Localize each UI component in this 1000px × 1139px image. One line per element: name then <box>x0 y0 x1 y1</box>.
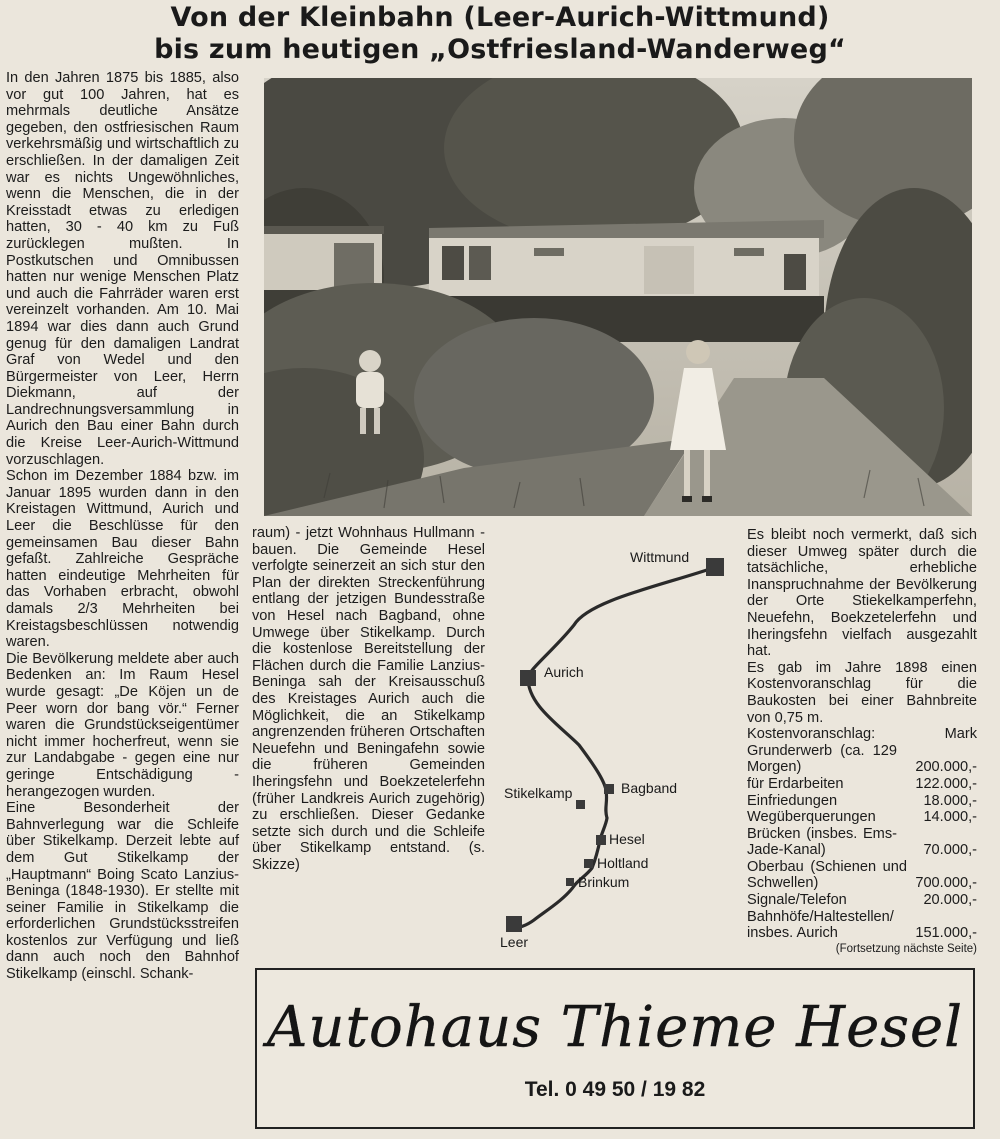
headline-line-1: Von der Kleinbahn (Leer-Aurich-Wittmund) <box>170 2 830 33</box>
cost-table <box>747 743 977 942</box>
railway-car-photo <box>264 78 972 516</box>
cost-row <box>747 909 977 942</box>
cost-amount: 20.000,- <box>923 892 977 909</box>
cost-amount: 700.000,- <box>915 875 977 892</box>
ad-company-name: Autohaus Thieme Hesel <box>266 995 964 1060</box>
station-label-holtland: Holtland <box>597 855 649 871</box>
headline <box>0 2 1000 66</box>
cost-row <box>747 776 977 793</box>
cost-amount: 122.000,- <box>915 775 977 792</box>
continuation-note: (Fortsetzung nächste Seite) <box>835 942 977 955</box>
station-marker-aurich <box>520 670 536 686</box>
paragraph: raum) - jetzt Wohnhaus Hullmann - bauen. Die Gemeinde Hesel verfolgte seinerzeit an sich stur den Plan der direkten Streckenführung entlang der jetzigen Bundesstraße von Hesel nach Bagband, ohne Umwege über Stikelkamp. Durch die kostenlose Bereitstellung der Flächen durch die Familie Lanzius-Beninga sah der Kreisausschuß des Kreistages Aurich auch die Möglichkeit, die an Stikelkamp angrenzenden früheren Ortschaften Neuefehn und Beningafehn sowie die früheren Gemeinden Iheringsfehn und Boekzetelerfehn (früher Landkreis Aurich zugehörig) zu erschließen. Dieser Gedanke setzte sich durch und die Schleife über Stikelkamp entstand. (s. Skizze) <box>252 525 485 873</box>
cost-item: für Erdarbeiten <box>747 775 844 792</box>
cost-item: Einfriedungen <box>747 792 838 809</box>
article-column-left <box>6 70 239 983</box>
station-marker-bagband <box>604 784 614 794</box>
station-label-hesel: Hesel <box>609 831 645 847</box>
headline-line-2: bis zum heutigen „Ostfriesland-Wanderweg“ <box>154 34 846 65</box>
station-marker-wittmund <box>706 558 724 576</box>
station-label-wittmund: Wittmund <box>630 549 690 565</box>
cost-table-header <box>747 726 977 743</box>
station-label-bagband: Bagband <box>621 780 678 796</box>
cost-item: Bahnhöfe/Haltestellen/ insbes. Aurich <box>747 908 894 942</box>
cost-item: Grunderwerb (ca. 129 Morgen) <box>747 742 897 776</box>
cost-row <box>747 892 977 909</box>
cost-amount: 70.000,- <box>923 842 977 859</box>
station-label-stikelkamp: Stikelkamp <box>504 785 573 801</box>
ad-telephone: Tel. 0 49 50 / 19 82 <box>524 1078 706 1101</box>
route-sketch-map <box>494 540 742 958</box>
cost-row <box>747 743 977 776</box>
paragraph: Es gab im Jahre 1898 einen Kostenvoranschlag für die Baukosten bei einer Bahnbreite von 0,75 m. <box>747 659 977 726</box>
cost-row <box>747 793 977 810</box>
station-label-aurich: Aurich <box>544 664 584 680</box>
station-label-brinkum: Brinkum <box>578 874 630 890</box>
cost-item: Brücken (insbes. Ems-Jade-Kanal) <box>747 825 897 859</box>
station-label-leer: Leer <box>500 934 529 950</box>
cost-item: Oberbau (Schienen und Schwellen) <box>747 858 907 892</box>
station-marker-holtland <box>584 859 593 868</box>
paragraph: Es bleibt noch vermerkt, daß sich dieser Umweg später durch die tatsächliche, erhebliche Inanspruchnahme der Bevölkerung der Orte Stiekelkamperfehn, Neuefehn, Boekzetelerfehn und Iheringsfehn vielfach ausgezahlt hat. <box>747 527 977 660</box>
photo-illustration <box>264 78 972 516</box>
paragraph: In den Jahren 1875 bis 1885, also vor gut 100 Jahren, hat es mehrmals deutliche Ansätze gegeben, den ostfriesischen Raum verkehrsmäßig und wirtschaftlich zu erschließen. In der damaligen Zeit war es nichts Ungewöhnliches, wenn die Menschen, die in der Kreisstadt etwas zu erledigen hatten, 30 - 40 km zu Fuß zurücklegen mußten. In Postkutschen und Omnibussen hatten nur wenige Menschen Platz und auch die Fahrräder waren erst vereinzelt vorhanden. Am 10. Mai 1894 war dies dann auch Grund genug für den damaligen Landrat Graf von Wedel und den Bürgermeister von Leer, Herrn Diekmann, auf der Landrechnungsversammlung in Aurich den Bau einer Bahn durch die Kreise Leer-Aurich-Wittmund vorzuschlagen. <box>6 70 239 468</box>
cost-row <box>747 859 977 892</box>
advertisement-box <box>255 968 975 1129</box>
cost-amount: 151.000,- <box>915 925 977 942</box>
paragraph: Eine Besonderheit der Bahnverlegung war die Schleife über Stikelkamp. Derzeit lebte auf dem Gut Stikelkamp der „Hauptmann“ Boing Scato Lanzius-Beninga (1848-1930). Er stellte mit seiner Familie in Stikelkamp die erforderlichen Grundstücksstreifen kostenlos zur Verfügung und ließ dann auch noch den Bahnhof Stikelkamp (einschl. Schank- <box>6 800 239 983</box>
station-marker-hesel <box>596 835 606 845</box>
station-marker-leer <box>506 916 522 932</box>
cost-row <box>747 826 977 859</box>
station-marker-stikelkamp <box>576 800 585 809</box>
cost-amount: 14.000,- <box>923 809 977 826</box>
cost-item: Signale/Telefon <box>747 892 847 909</box>
article-column-middle <box>252 525 485 873</box>
paragraph: Die Bevölkerung meldete aber auch Bedenken an: Im Raum Hesel wurde gesagt: „De Köjen un de Peer worn dor bang vör.“ Ferner waren die Grundstückseigentümer nicht immer hocherfreut, wenn sie zur Landabgabe - gegen eine nur geringe Entschädigung - herangezogen wurden. <box>6 650 239 800</box>
route-map-svg <box>494 540 742 958</box>
cost-table-unit: Mark <box>944 726 977 743</box>
cost-item: Wegüberquerungen <box>747 809 876 826</box>
station-marker-brinkum <box>566 878 574 886</box>
cost-row <box>747 809 977 826</box>
cost-table-label: Kostenvoranschlag: <box>747 726 876 743</box>
paragraph: Schon im Dezember 1884 bzw. im Januar 1895 wurden dann in den Kreistagen Wittmund, Aurich und Leer die Beschlüsse für den gemeinsamen Bau dieser Bahn gefaßt. Zahlreiche Gespräche hatten eindeutige Mehrheiten für das Vorhaben erbracht, obwohl damals 2/3 Mehrheiten bei Kreistagsbeschlüssen notwendig waren. <box>6 468 239 651</box>
article-column-right <box>747 527 977 956</box>
cost-amount: 200.000,- <box>915 759 977 776</box>
cost-amount: 18.000,- <box>923 792 977 809</box>
